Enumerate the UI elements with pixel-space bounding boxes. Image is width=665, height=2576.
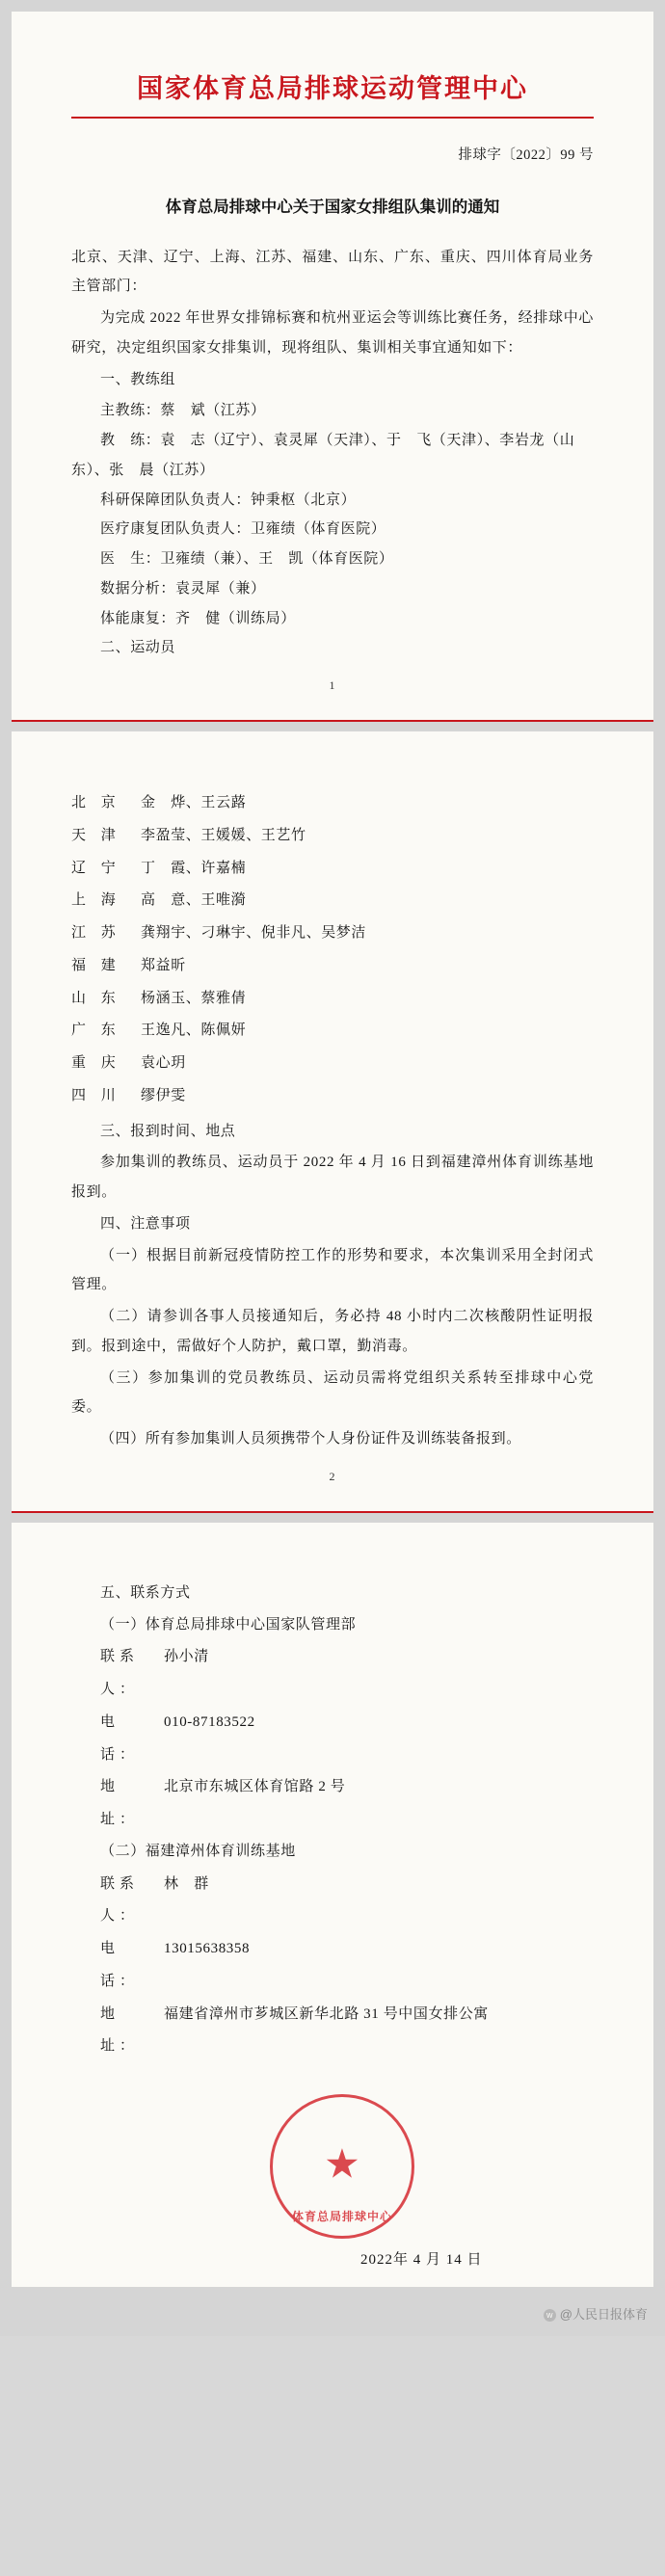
roster-names: 缪伊雯 — [141, 1087, 186, 1103]
page-title: 国家体育总局排球运动管理中心 — [137, 74, 528, 103]
roster-names: 杨涵玉、蔡雅倩 — [141, 990, 247, 1006]
source-credit — [0, 2297, 665, 2336]
roster-row — [71, 853, 594, 886]
section-3-body: 参加集训的教练员、运动员于 2022 年 4 月 16 日到福建漳州体育训练基地报到。 — [71, 1155, 594, 1201]
section-2-title: 二、运动员 — [100, 640, 176, 656]
seal-bottom-text: 体育总局排球中心 — [291, 2210, 392, 2224]
official-seal — [270, 2094, 414, 2239]
document-page-3 — [12, 1523, 653, 2287]
contact-unit-1: （一）体育总局排球中心国家队管理部 — [100, 1616, 357, 1633]
roster-names: 高 意、王唯漪 — [141, 892, 247, 909]
roster-names: 丁 霞、许嘉楠 — [141, 860, 247, 876]
contact-label: 地 址： — [100, 1779, 140, 1828]
addressee: 北京、天津、辽宁、上海、江苏、福建、山东、广东、重庆、四川体育局业务主管部门： — [71, 249, 594, 295]
contact-label: 联系人： — [100, 1649, 140, 1698]
page-number: 1 — [329, 678, 336, 693]
staff-line: 科研保障团队负责人：钟秉枢（北京） — [100, 491, 357, 508]
document-subject: 体育总局排球中心关于国家女排组队集训的通知 — [165, 198, 500, 216]
roster-row — [71, 1080, 594, 1113]
roster-names: 龚翔宇、刁琳宇、倪非凡、吴梦洁 — [141, 925, 367, 942]
contact-row — [71, 1707, 594, 1772]
roster-province: 重 庆 — [71, 1055, 121, 1072]
contact-row — [71, 1999, 594, 2064]
contact-group-2 — [71, 1869, 594, 2064]
contact-label: 地 址： — [100, 2005, 140, 2055]
roster-province: 江 苏 — [71, 925, 121, 942]
roster-province: 北 京 — [71, 795, 121, 811]
page2-body — [71, 1117, 594, 1454]
contact-value: 北京市东城区体育馆路 2 号 — [164, 1779, 346, 1795]
roster-province: 上 海 — [71, 892, 121, 909]
roster-row — [71, 1048, 594, 1080]
header-divider — [71, 117, 594, 119]
contact-label: 电 话： — [100, 1941, 140, 1989]
contact-group-1 — [71, 1641, 594, 1837]
document-number: 排球字〔2022〕99 号 — [458, 147, 594, 163]
roster-province: 山 东 — [71, 990, 121, 1006]
roster-province: 福 建 — [71, 957, 121, 973]
roster-names: 袁心玥 — [141, 1055, 186, 1072]
staff-line: 主教练：蔡 斌（江苏） — [100, 403, 266, 419]
roster-row — [71, 983, 594, 1016]
roster-names: 郑益昕 — [141, 957, 186, 973]
contact-value: 福建省漳州市芗城区新华北路 31 号中国女排公寓 — [164, 2005, 489, 2022]
document-page-2 — [12, 731, 653, 1513]
roster-province: 广 东 — [71, 1022, 121, 1039]
weibo-icon: w — [544, 2309, 556, 2322]
contact-value: 010-87183522 — [164, 1713, 255, 1730]
contact-value: 13015638358 — [164, 1941, 251, 1957]
signature-area — [71, 2088, 594, 2281]
roster-province: 辽 宁 — [71, 860, 121, 876]
contact-row — [71, 1641, 594, 1707]
staff-line: 医 生：卫雍绩（兼）、王 凯（体育医院） — [100, 551, 394, 568]
contact-row — [71, 1869, 594, 1934]
roster-row — [71, 820, 594, 853]
page-number: 2 — [329, 1469, 336, 1483]
roster-province: 天 津 — [71, 827, 121, 843]
roster-row — [71, 787, 594, 820]
roster-province: 四 川 — [71, 1087, 121, 1103]
staff-line: 医疗康复团队负责人：卫雍绩（体育医院） — [100, 521, 386, 538]
contact-value: 林 群 — [164, 1875, 209, 1892]
roster-names: 王逸凡、陈佩妍 — [141, 1022, 247, 1039]
roster-row — [71, 950, 594, 983]
roster-row — [71, 917, 594, 950]
contact-row — [71, 1771, 594, 1837]
contact-label: 电 话： — [100, 1713, 140, 1763]
staff-line: 体能康复：齐 健（训练局） — [100, 610, 296, 626]
section-1-title: 一、教练组 — [100, 371, 176, 387]
note-item: （一）根据目前新冠疫情防控工作的形势和要求，本次集训采用全封闭式管理。 — [71, 1247, 594, 1293]
page3-body-2 — [71, 1837, 594, 1867]
section-3-title: 三、报到时间、地点 — [100, 1123, 236, 1139]
seal-date: 2022年 4 月 14 日 — [360, 2252, 483, 2269]
roster-row — [71, 885, 594, 917]
staff-line: 教 练：袁 志（辽宁）、袁灵犀（天津）、于 飞（天津）、李岩龙（山东）、张 晨（江苏） — [71, 433, 575, 478]
roster-names: 李盈莹、王媛媛、王艺竹 — [141, 827, 306, 843]
note-item: （二）请参训各事人员接通知后，务必持 48 小时内二次核酸阴性证明报到。报到途中，需做好个人防护，戴口罩，勤消毒。 — [71, 1309, 594, 1354]
page3-body — [71, 1579, 594, 1640]
staff-line: 数据分析：袁灵犀（兼） — [100, 580, 266, 597]
section-5-title: 五、联系方式 — [100, 1584, 191, 1601]
intro-paragraph: 为完成 2022 年世界女排锦标赛和杭州亚运会等训练比赛任务，经排球中心研究，决定组织国家女排集训，现将组队、集训相关事宜通知如下： — [71, 310, 594, 356]
page1-body — [71, 243, 594, 664]
roster-row — [71, 1015, 594, 1048]
roster-names: 金 烨、王云蕗 — [141, 795, 247, 811]
page-footer-divider — [12, 1511, 653, 1513]
contact-unit-2: （二）福建漳州体育训练基地 — [100, 1843, 296, 1859]
credit-text: @人民日报体育 — [559, 2307, 648, 2323]
page-footer-divider — [12, 720, 653, 722]
note-item: （三）参加集训的党员教练员、运动员需将党组织关系转至排球中心党委。 — [71, 1369, 594, 1416]
seal-star-icon: ★ — [324, 2142, 360, 2188]
section-4-title: 四、注意事项 — [100, 1215, 191, 1232]
contact-row — [71, 1933, 594, 1999]
contact-value: 孙小清 — [164, 1649, 209, 1665]
contact-label: 联系人： — [100, 1875, 140, 1925]
note-item: （四）所有参加集训人员须携带个人身份证件及训练装备报到。 — [100, 1431, 521, 1447]
document-page-1 — [12, 12, 653, 722]
roster-list — [71, 787, 594, 1113]
